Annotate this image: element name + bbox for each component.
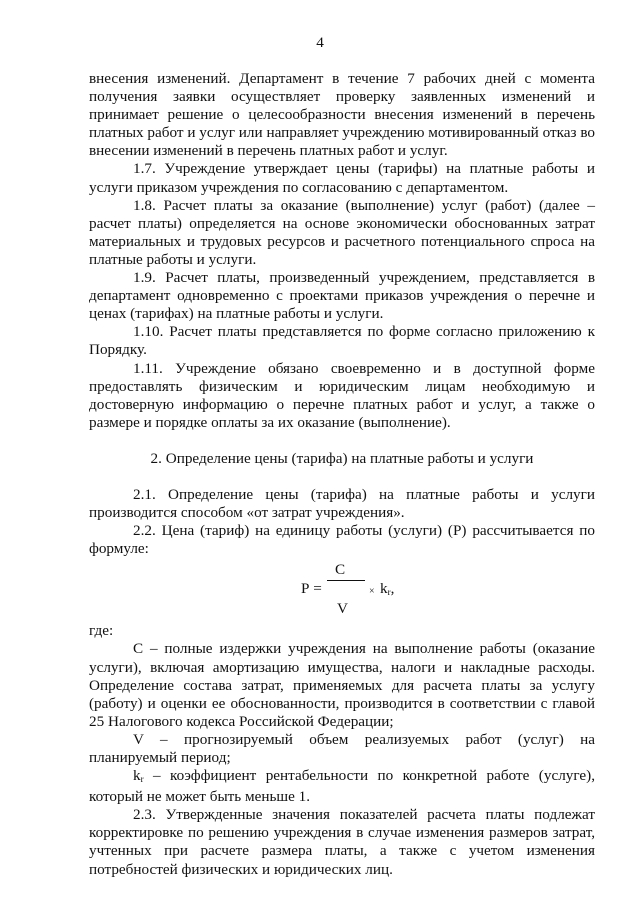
definition-v: V – прогнозируемый объем реализуемых работ (услуг) на планируемый период; xyxy=(89,730,595,766)
paragraph-2-1: 2.1. Определение цены (тарифа) на платные работы и услуги производится способом «от затрат учреждения». xyxy=(89,485,595,522)
where-label: где: xyxy=(89,622,114,640)
formula-times: × xyxy=(369,586,375,598)
formula-lhs: Р = xyxy=(301,580,322,598)
paragraph-2-2: 2.2. Цена (тариф) на единицу работы (услуги) (Р) рассчитывается по формуле: xyxy=(89,522,595,558)
paragraph-1-10: 1.10. Расчет платы представляется по форме согласно приложению к Порядку. xyxy=(89,323,595,359)
fraction-line xyxy=(327,580,365,581)
section-heading: 2. Определение цены (тарифа) на платные работы и услуги xyxy=(150,449,534,467)
document-body xyxy=(89,70,595,879)
definition-c: С – полные издержки учреждения на выполнение работы (оказание услуги), включая амортизацию имущества, налоги и накладные расходы. Определение состава затрат, применяемых для расчета платы за услугу (работу) и оценки ее обоснованности, производится в соответствии с главой 25 Налогового кодекса Российской Федерации; xyxy=(89,640,595,730)
paragraph-1-7: 1.7. Учреждение утверждает цены (тарифы) на платные работы и услуги приказом учреждения по согласованию с департаментом. xyxy=(89,160,595,196)
paragraph-1-11: 1.11. Учреждение обязано своевременно и в доступной форме предоставлять физическим и юридическим лицам необходимую и достоверную информацию о перечне платных работ и услуг, а также о размере и порядке оплаты за их оказание (выполнение). xyxy=(89,359,595,431)
price-formula xyxy=(89,558,595,620)
definition-kr: $k_r$ – коэффициент рентабельности по конкретной работе (услуге), который не может быть меньше 1. xyxy=(89,767,595,806)
paragraph-1-8: 1.8. Расчет платы за оказание (выполнение) услуг (работ) (далее – расчет платы) определяется на основе экономически обоснованных затрат материальных и трудовых ресурсов и расчетного потенциального спроса на платные работы и услуги. xyxy=(89,196,595,268)
formula-numerator: С xyxy=(335,561,346,579)
paragraph-1-9: 1.9. Расчет платы, произведенный учреждением, представляется в департамент одновременно с проектами приказов учреждения о перечне и ценах (тарифах) на платные работы и услуги. xyxy=(89,269,595,323)
formula-coefficient: $k_r$, xyxy=(380,580,395,598)
paragraph-continuation: внесения изменений. Департамент в течение 7 рабочих дней с момента получения заявки осуществляет проверку заявленных изменений и принимает решение о целесообразности внесения изменений в перечень платных работ и услуг или направляет учреждению мотивированный отказ во внесении изменений в перечень платных работ и услуг. xyxy=(89,70,595,160)
paragraph-2-3: 2.3. Утвержденные значения показателей расчета платы подлежат корректировке по решению учреждения в случае изменения размеров затрат, учтенных при расчете размера платы, а также с учетом изменения потребностей физических и юридических лиц. xyxy=(89,806,595,878)
page-number: 4 xyxy=(316,34,324,51)
formula-denominator: V xyxy=(337,600,348,618)
